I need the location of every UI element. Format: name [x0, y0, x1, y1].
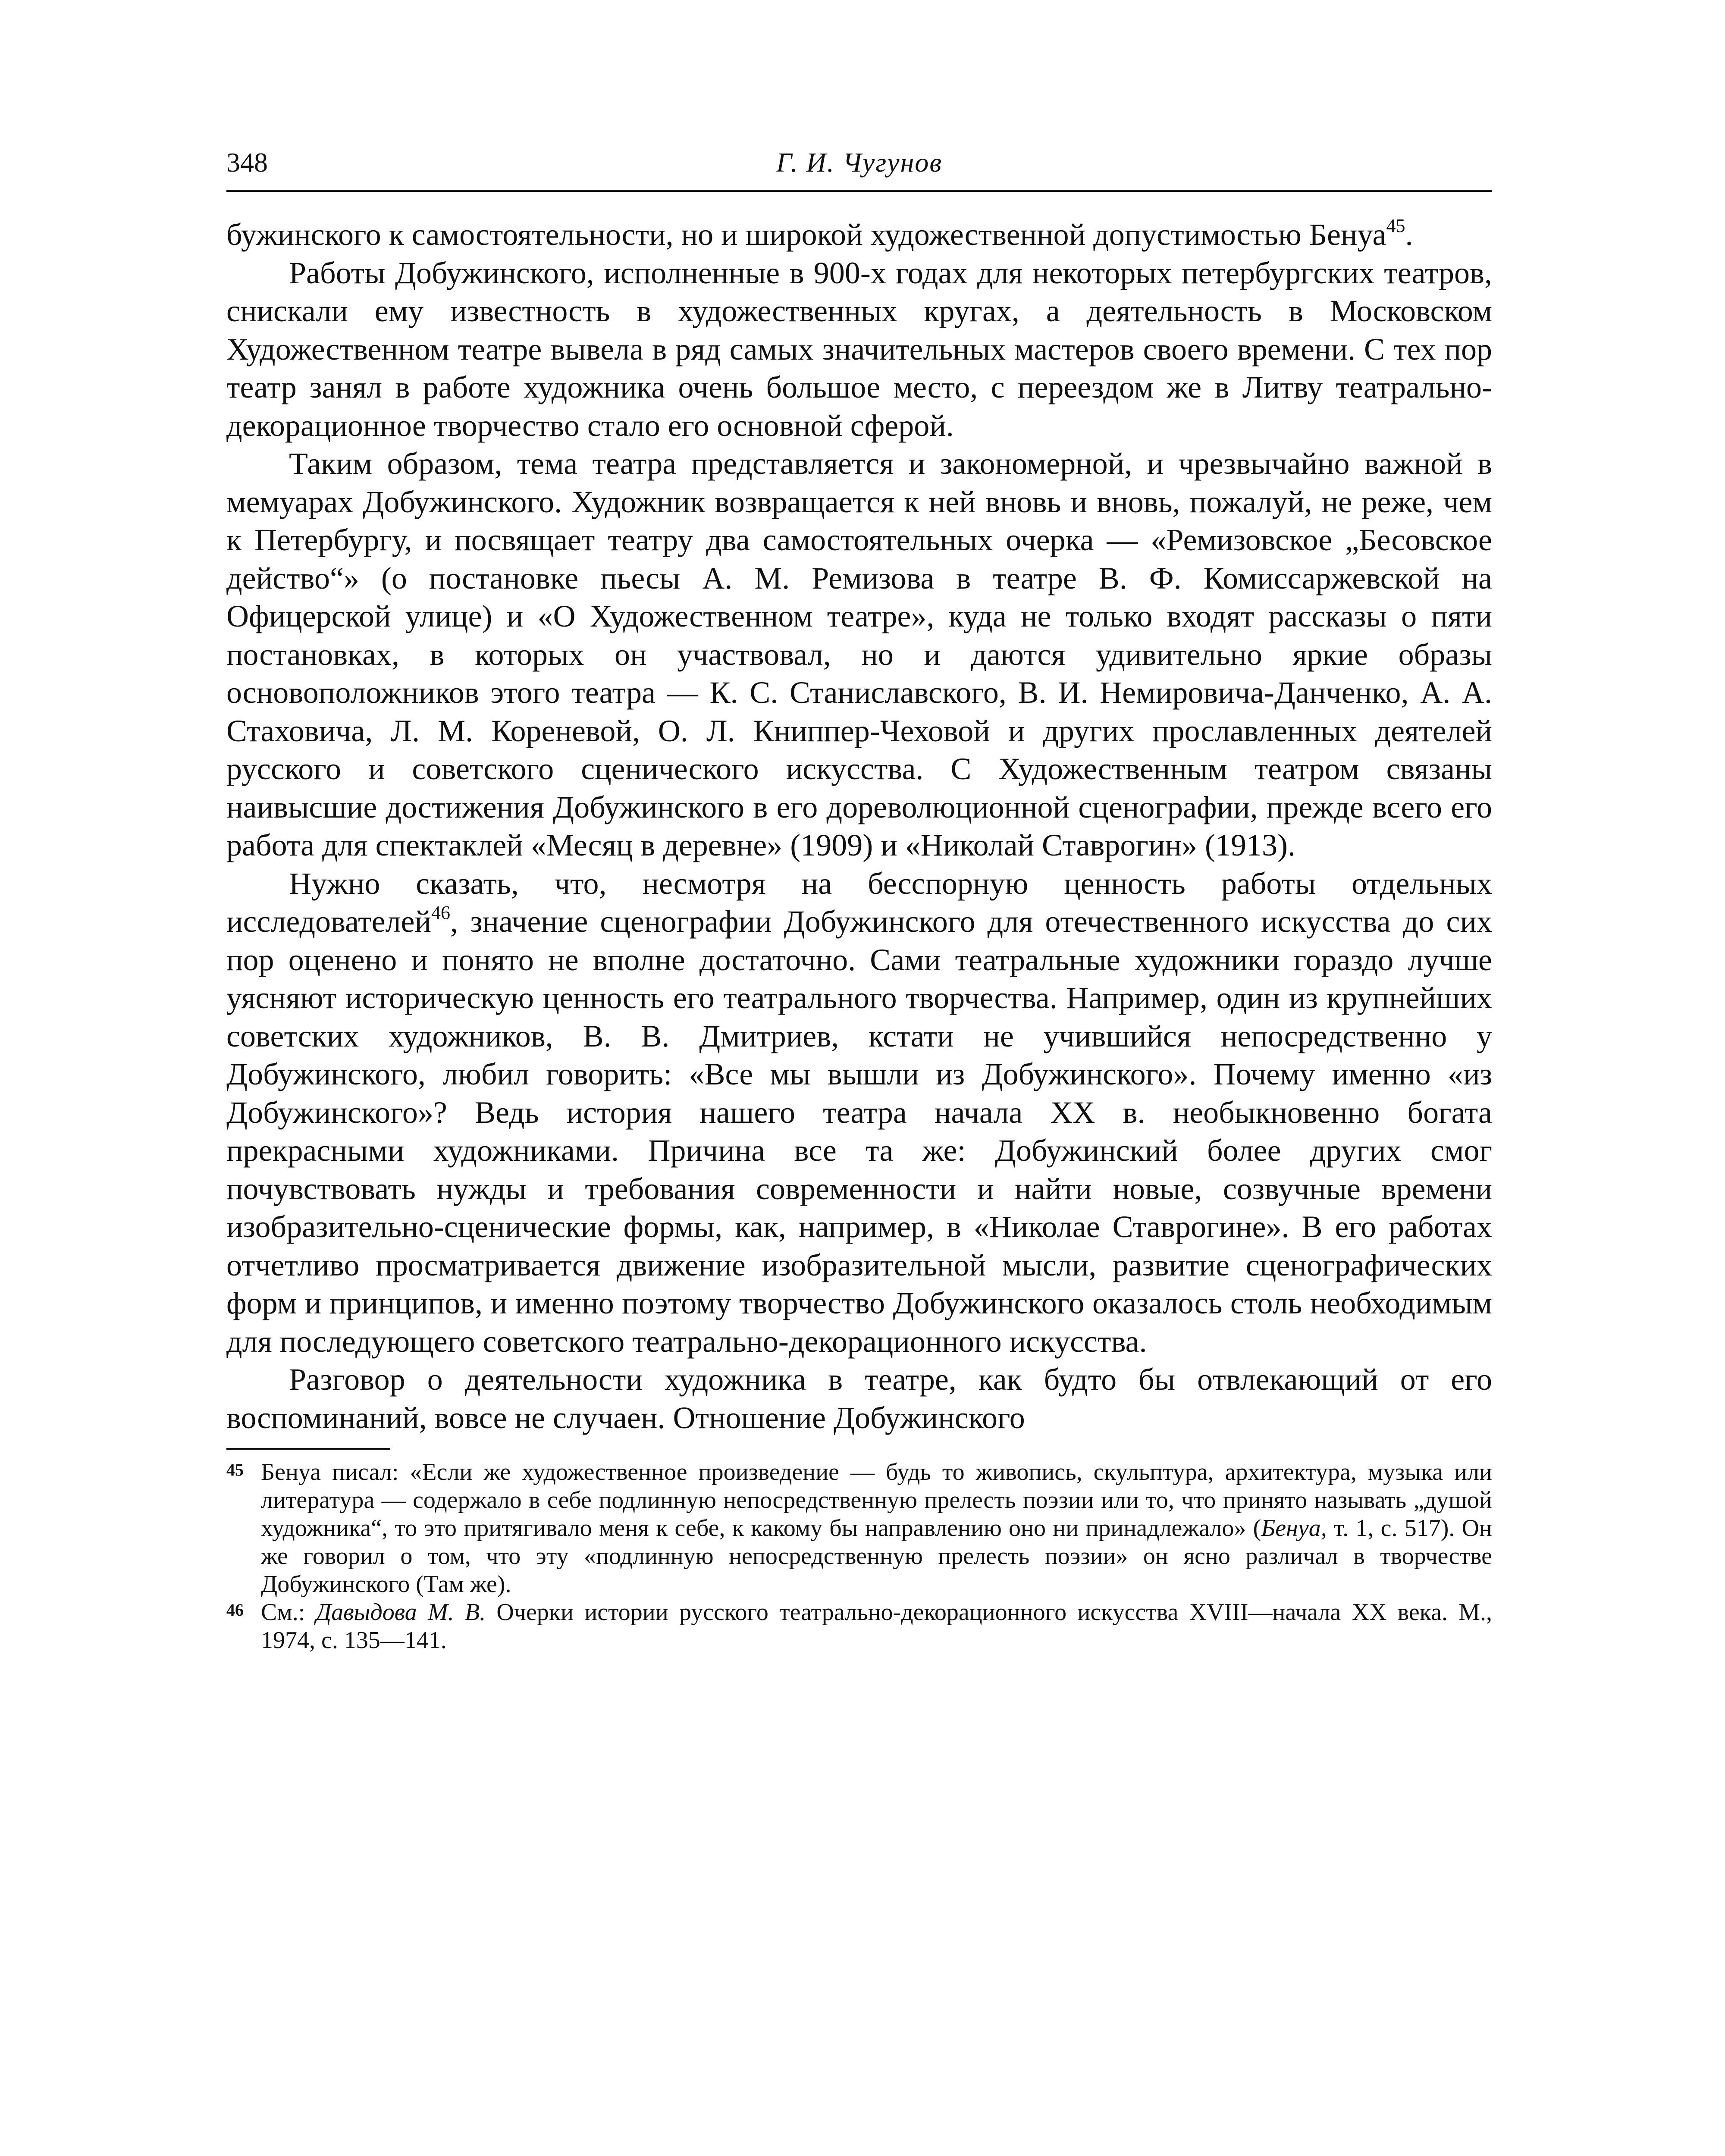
footnote-separator — [226, 1448, 390, 1450]
paragraph-2: Работы Добужинского, исполненные в 900-х годах для некоторых петербургских театров, снискали ему известность в художественных кругах, а деятельность в Московском Художественном театре вывела в ряд самых значительных мастеров своего времени. С тех пор театр занял в работе художника очень большое место, с переездом же в Литву театрально-декорационное творчество стало его основной сферой. — [226, 255, 1492, 443]
main-text — [226, 216, 1492, 1437]
paragraph-1-text: бужинского к самостоятельности, но и широкой художественной допустимостью Бенуа — [226, 217, 1386, 252]
footnote-italic: Давыдова М. В. — [316, 1599, 486, 1626]
footnote-mark: 45 — [226, 1460, 244, 1479]
page-number: 348 — [226, 147, 268, 178]
paragraph-5: Разговор о деятельности художника в театре, как будто бы отвлекающий от его воспоминаний, вовсе не случаен. Отношение Добужинского — [226, 1362, 1492, 1435]
page-content — [226, 142, 1492, 1655]
paragraph-1 — [226, 216, 1492, 254]
paragraph-4 — [226, 865, 1492, 1361]
footnote-45 — [226, 1458, 1492, 1598]
footnote-text: Бенуа писал: «Если же художественное произведение — будь то живопись, скульптура, архитектура, музыка или литература — содержало в себе подлинную непосредственную прелесть поэзии или то, что принято называть „душой художника“, то это притягивало меня к себе, к какому бы направлению оно ни принадлежало» ( — [261, 1459, 1492, 1542]
paragraph-4-text-b: , значение сценографии Добужинского для отечественного искусства до сих пор оценено и понято не вполне достаточно. Сами театральные художники гораздо лучше уясняют историческую ценность его театрального творчества. Например, один из крупнейших советских художников, В. В. Дмитриев, кстати не учившийся непосредственно у Добужинского, любил говорить: «Все мы вышли из Добужинского». Почему именно «из Добужинского»? Ведь история нашего театра начала XX в. необыкновенно богата прекрасными художниками. Причина все та же: Добужинский более других смог почувствовать нужды и требования современности и найти новые, созвучные времени изобразительно-сценические формы, как, например, в «Николае Ставрогине». В его работах отчетливо просматривается движение изобразительной мысли, развитие сценографических форм и принципов, и именно поэтому творчество Добужинского оказалось столь необходимым для последующего советского театрально-декорационного искусства. — [226, 904, 1492, 1359]
footnote-italic: Бенуа, — [1261, 1515, 1327, 1542]
footnote-text: См.: — [261, 1599, 316, 1626]
footnote-text: т. 1, с. 517). Он же говорил о том, что эту «подлинную непосредственную прелесть поэзии» он ясно различал в творчестве Добужинского (Там же). — [261, 1515, 1492, 1598]
paragraph-4-text-a: Нужно сказать, что, несмотря на бесспорную ценность работы отдельных исследователей — [226, 866, 1492, 939]
footnote-46 — [226, 1598, 1492, 1655]
footnote-text: Очерки истории русского театрально-декорационного искусства XVIII—начала XX века. М., 1974, с. 135—141. — [261, 1599, 1492, 1654]
footnote-ref-45: 45 — [1386, 215, 1405, 236]
paragraph-3: Таким образом, тема театра представляется и закономерной, и чрезвычайно важной в мемуарах Добужинского. Художник возвращается к ней вновь и вновь, пожалуй, не реже, чем к Петербургу, и посвящает театру два самостоятельных очерка — «Ремизовское „Бесовское действо“» (о постановке пьесы А. М. Ремизова в театре В. Ф. Комиссаржевской на Офицерской улице) и «О Художественном театре», куда не только входят рассказы о пяти постановках, в которых он участвовал, но и даются удивительно яркие образы основоположников этого театра — К. С. Станиславского, В. И. Немировича-Данченко, А. А. Стаховича, Л. М. Кореневой, О. Л. Книппер-Чеховой и других прославленных деятелей русского и советского сценического искусства. С Художественным театром связаны наивысшие достижения Добужинского в его дореволюционной сценографии, прежде всего его работа для спектаклей «Месяц в деревне» (1909) и «Николай Ставрогин» (1913). — [226, 446, 1492, 862]
footnote-mark: 46 — [226, 1600, 244, 1620]
header-rule — [226, 190, 1492, 192]
footnotes — [226, 1458, 1492, 1655]
running-head — [226, 142, 1492, 190]
paragraph-1-end: . — [1405, 217, 1413, 252]
footnote-ref-46: 46 — [431, 902, 450, 923]
running-title: Г. И. Чугунов — [776, 147, 943, 178]
